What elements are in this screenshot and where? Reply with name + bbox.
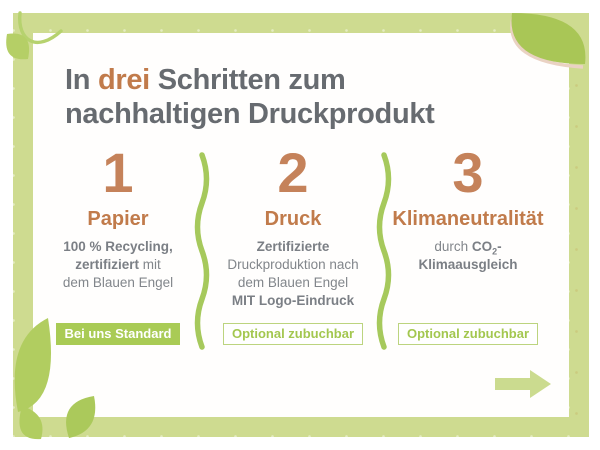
title-text-line2: nachhaltigen Druckprodukt: [65, 98, 435, 130]
content-card: [33, 33, 569, 417]
step-column-1: [45, 138, 191, 350]
title-text: Schritten zum: [149, 64, 346, 96]
step-heading: Papier: [87, 208, 149, 230]
step-heading: Druck: [264, 208, 322, 230]
title-highlight: drei: [97, 64, 150, 96]
step-column-2: [213, 138, 373, 350]
wavy-line-icon: [192, 152, 212, 350]
step-description: durch $CO_2-$ Klimaausgleich: [418, 239, 518, 272]
wavy-divider: [373, 138, 395, 350]
step-number: 1: [102, 141, 134, 204]
step-column-3: [392, 138, 544, 350]
step-description: 100 % Recycling, zertifiziert mit dem Blauen Engel: [62, 239, 174, 290]
status-badge: Bei uns Standard: [56, 323, 181, 345]
frame-border: [13, 13, 589, 437]
status-badge: Optional zubuchbar: [398, 323, 538, 345]
status-badge: Optional zubuchbar: [223, 323, 363, 345]
next-arrow-icon[interactable]: [495, 370, 551, 398]
page-title: [65, 63, 435, 131]
step-number: 3: [452, 141, 484, 204]
wavy-divider: [191, 138, 213, 350]
step-heading: Klimaneutralität: [392, 208, 544, 230]
title-text: In: [65, 64, 98, 96]
wavy-line-icon: [374, 152, 394, 350]
steps-row: [45, 138, 569, 350]
step-description: Zertifizierte Druckproduktion nach dem Blauen Engel MIT Logo-Eindruck: [227, 239, 359, 308]
step-number: 2: [277, 141, 309, 204]
